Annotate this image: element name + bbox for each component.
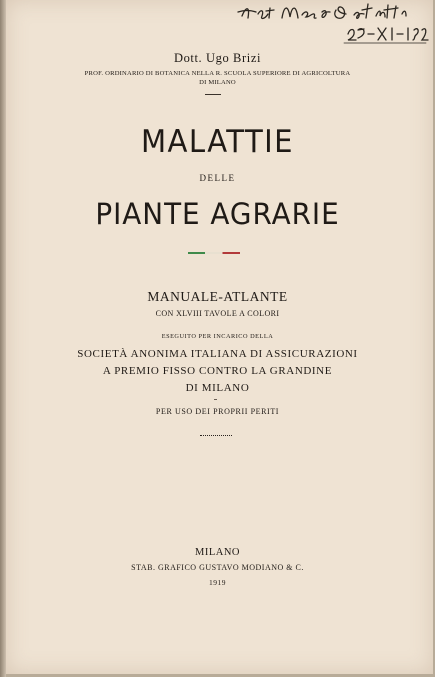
dotted-ornament-rule bbox=[200, 435, 232, 436]
company-line-2: A PREMIO FISSO CONTRO LA GRANDINE bbox=[102, 365, 333, 377]
company-line-3: DI MILANO bbox=[185, 382, 250, 394]
signature-scrawl bbox=[236, 0, 432, 44]
imprint-city: MILANO bbox=[195, 547, 240, 558]
title-connector: DELLE bbox=[199, 173, 236, 183]
company-line-1: SOCIETÀ ANONIMA ITALIANA DI ASSICURAZIONI bbox=[77, 348, 358, 360]
purpose-note: PER USO DEI PROPRII PERITI bbox=[155, 407, 280, 416]
tricolor-rule bbox=[188, 252, 240, 254]
handwritten-signature bbox=[236, 0, 432, 44]
plates-note: CON XLVIII TAVOLE A COLORI bbox=[155, 309, 280, 318]
ornament-rule bbox=[205, 94, 221, 95]
author-affiliation-line1: PROF. ORDINARIO DI BOTANICA NELLA R. SCUOLA SUPERIORE DI AGRICOLTURA bbox=[84, 70, 351, 77]
title-line-2: PIANTE AGRARIE bbox=[95, 197, 340, 231]
author-affiliation-line2: DI MILANO bbox=[199, 79, 236, 86]
author-name: Dott. Ugo Brizi bbox=[173, 51, 262, 65]
small-ornament bbox=[214, 399, 217, 400]
imprint-year: 1919 bbox=[209, 578, 226, 587]
imprint-printer: STAB. GRAFICO GUSTAVO MODIANO & C. bbox=[131, 563, 304, 572]
author-affiliation bbox=[0, 69, 435, 87]
company-block bbox=[0, 346, 435, 397]
subtitle: MANUALE-ATLANTE bbox=[147, 289, 288, 304]
commission-note: ESEGUITO PER INCARICO DELLA bbox=[161, 333, 274, 340]
title-line-1: MALATTIE bbox=[140, 124, 295, 160]
